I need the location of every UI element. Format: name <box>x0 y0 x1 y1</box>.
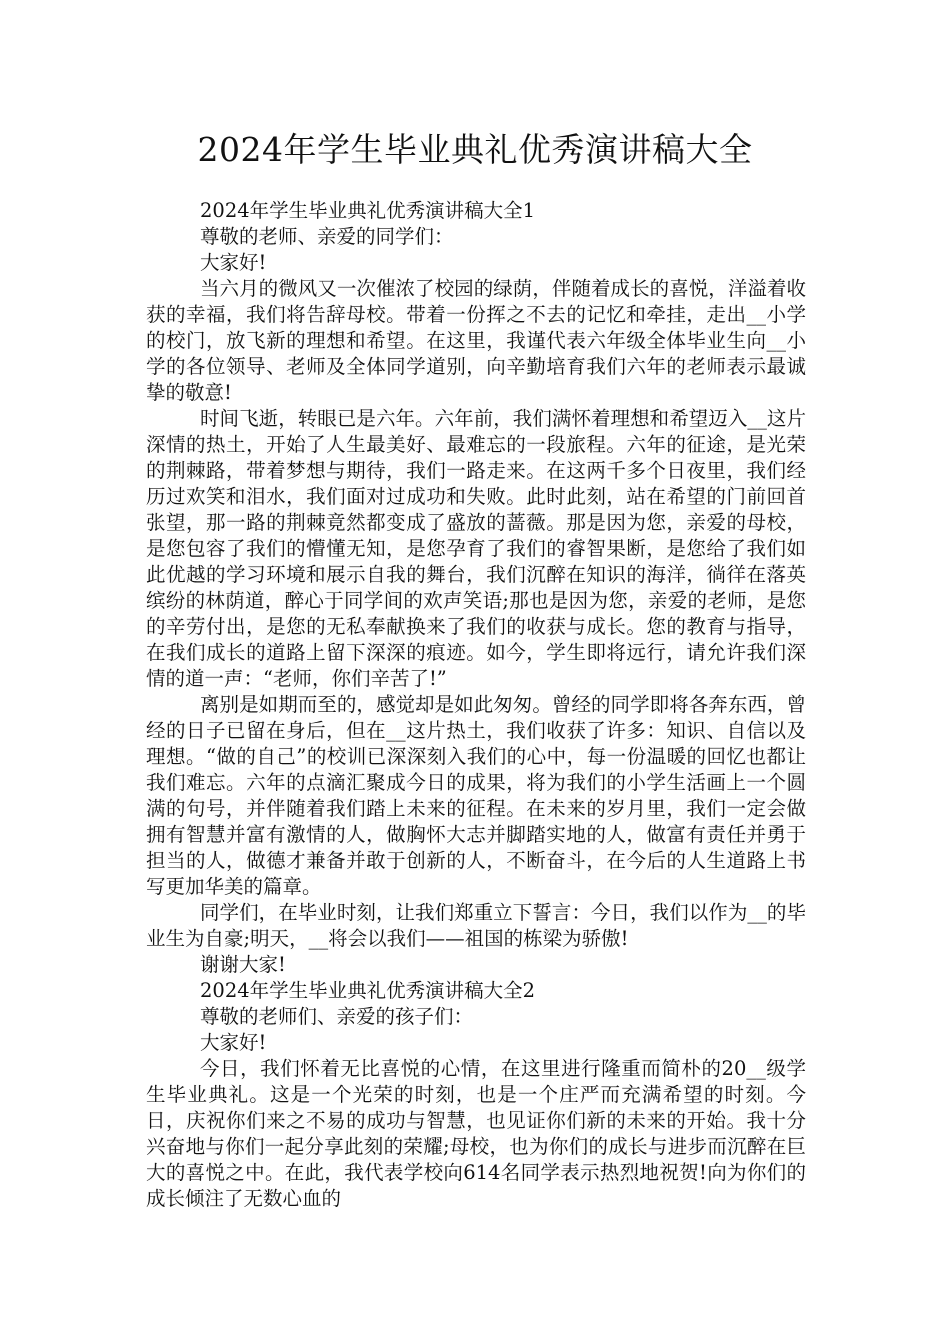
salutation-1: 尊敬的老师、亲爱的同学们： <box>200 225 454 248</box>
salutation-2: 尊敬的老师们、亲爱的孩子们： <box>200 1005 474 1028</box>
paragraph: 离别是如期而至的，感觉却是如此匆匆。曾经的同学即将各奔东西，曾经的日子已留在身后，但在__这片热土，我们收获了许多：知识、自信以及理想。“做的自己”的校训已深深刻入我们的心中，每一份温暖的回忆也都让我们难忘。六年的点滴汇聚成今日的成果，将为我们的小学生活画上一个圆满的句号，并伴随着我们踏上未来的征程。在未来的岁月里，我们一定会做拥有智慧并富有激情的人，做胸怀大志并脚踏实地的人，做富有责任并勇于担当的人，做德才兼备并敢于创新的人，不断奋斗，在今后的人生道路上书写更加华美的篇章。 <box>146 693 806 898</box>
section-heading-1: 2024年学生毕业典礼优秀演讲稿大全1 <box>200 199 536 222</box>
paragraph: 今日，我们怀着无比喜悦的心情，在这里进行隆重而简朴的20__级学生毕业典礼。这是一个光荣的时刻，也是一个庄严而充满希望的时刻。今日，庆祝你们来之不易的成功与智慧，也见证你们新的未来的开始。我十分兴奋地与你们一起分享此刻的荣耀;母校，也为你们的成长与进步而沉醉在巨大的喜悦之中。在此，我代表学校向614名同学表示热烈地祝贺!向为你们的成长倾注了无数心血的 <box>146 1057 806 1210</box>
document-title: 2024年学生毕业典礼优秀演讲稿大全 <box>197 130 753 169</box>
greeting-1: 大家好! <box>200 251 267 274</box>
paragraph: 同学们，在毕业时刻，让我们郑重立下誓言：今日，我们以作为__的毕业生为自豪;明天，__将会以我们——祖国的栋梁为骄傲! <box>146 901 806 950</box>
document-body <box>146 198 806 1212</box>
paragraph: 当六月的微风又一次催浓了校园的绿荫，伴随着成长的喜悦，洋溢着收获的幸福，我们将告辞母校。带着一份挥之不去的记忆和牵挂，走出__小学的校门，放飞新的理想和希望。在这里，我谨代表六年级全体毕业生向__小学的各位领导、老师及全体同学道别，向辛勤培育我们六年的老师表示最诚挚的敬意! <box>146 277 806 404</box>
paragraph: 时间飞逝，转眼已是六年。六年前，我们满怀着理想和希望迈入__这片深情的热土，开始了人生最美好、最难忘的一段旅程。六年的征途，是光荣的荆棘路，带着梦想与期待，我们一路走来。在这两千多个日夜里，我们经历过欢笑和泪水，我们面对过成功和失败。此时此刻，站在希望的门前回首张望，那一路的荆棘竟然都变成了盛放的蔷薇。那是因为您，亲爱的母校，是您包容了我们的懵懂无知，是您孕育了我们的睿智果断，是您给了我们如此优越的学习环境和展示自我的舞台，我们沉醉在知识的海洋，徜徉在落英缤纷的林荫道，醉心于同学间的欢声笑语;那也是因为您，亲爱的老师，是您的辛劳付出，是您的无私奉献换来了我们的收获与成长。您的教育与指导，在我们成长的道路上留下深深的痕迹。如今，学生即将远行，请允许我们深情的道一声：“老师，你们辛苦了!” <box>146 407 806 690</box>
greeting-2: 大家好! <box>200 1031 267 1054</box>
section-heading-2: 2024年学生毕业典礼优秀演讲稿大全2 <box>200 979 536 1002</box>
closing-1: 谢谢大家! <box>200 953 286 976</box>
